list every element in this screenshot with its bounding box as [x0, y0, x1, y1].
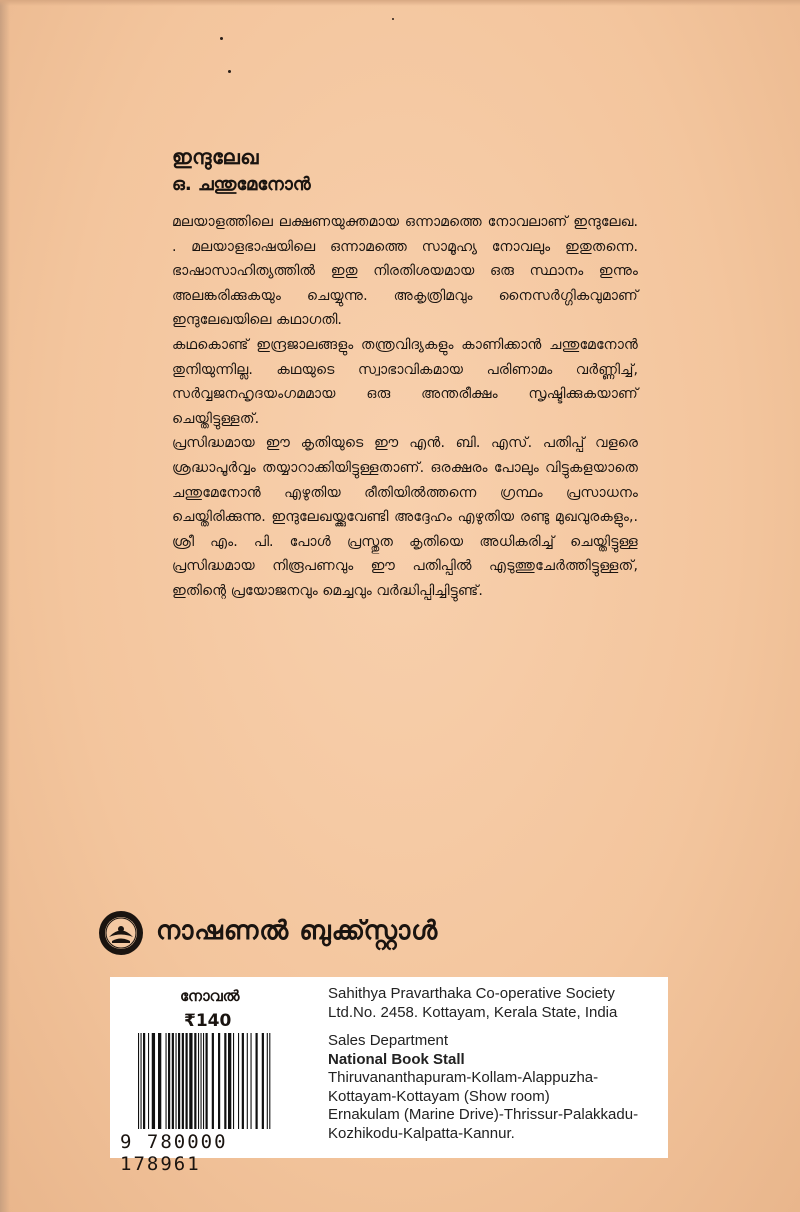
- barcode-bar: [206, 1033, 208, 1129]
- book-author: ഒ. ചന്തുമേനോൻ: [172, 174, 311, 195]
- address-line: Ltd.No. 2458. Kottayam, Kerala State, India: [328, 1003, 618, 1021]
- barcode-bar: [238, 1033, 239, 1129]
- barcode-bar: [228, 1033, 231, 1129]
- blurb-paragraph: മലയാളത്തിലെ ലക്ഷണയുക്തമായ ഒന്നാമത്തെ നോവലാണ് ഇന്ദുലേഖ. . മലയാളഭാഷയിലെ ഒന്നാമത്തെ സാമൂഹ്യ നോവലും ഇതുതന്നെ. ഭാഷാസാഹിത്യത്തിൽ ഇതു നിരതിശയമായ ഒരു സ്ഥാനം ഇന്നും അലങ്കരിക്കുകയും ചെയ്യുന്നു. അകൃത്രിമവും നൈസർഗ്ഗികവുമാണ് ഇന്ദുലേഖയിലെ കഥാഗതി.: [172, 214, 638, 329]
- dept-line-strong: National Book Stall: [328, 1050, 465, 1068]
- barcode-bar: [212, 1033, 214, 1129]
- isbn-number: 9 780000 178961: [120, 1131, 228, 1175]
- blurb-paragraph: കഥകൊണ്ട് ഇന്ദ്രജാലങ്ങളും തന്ത്രവിദ്യകളും കാണിക്കാൻ ചന്തുമേനോൻ തുനിയുന്നില്ല. കഥയുടെ സ്വാഭാവികമായ പരിണാമം വർണ്ണിച്ച്, സർവ്വജനഹൃദയംഗമമായ ഒരു അന്തരീക്ഷം സൃഷ്ടിക്കുകയാണ് ചെയ്തിട്ടുള്ളത്.: [172, 336, 638, 427]
- barcode-bar: [158, 1033, 161, 1129]
- genre-label: നോവൽ: [180, 987, 240, 1005]
- barcode-bar: [251, 1033, 252, 1129]
- barcode-bar: [172, 1033, 174, 1129]
- barcode-bar: [148, 1033, 149, 1129]
- barcode-bar: [178, 1033, 180, 1129]
- dept-line: Thiruvananthapuram-Kollam-Alappuzha-: [328, 1069, 599, 1086]
- address-spacer: [328, 1022, 664, 1032]
- blurb: [172, 210, 638, 604]
- price-barcode-panel: [110, 977, 316, 1175]
- barcode-bar: [182, 1033, 184, 1129]
- publisher-seal-icon: [98, 910, 144, 956]
- barcode-bar: [168, 1033, 170, 1129]
- cover-top-edge: [0, 0, 800, 6]
- barcode-bar: [186, 1033, 188, 1129]
- dept-line: Sales Department: [328, 1032, 449, 1049]
- barcode-bar: [141, 1033, 142, 1129]
- barcode-bar: [256, 1033, 258, 1129]
- dept-line: Kozhikodu-Kalpatta-Kannur.: [328, 1124, 515, 1142]
- barcode-bar: [269, 1033, 270, 1129]
- barcode-bar: [143, 1033, 145, 1129]
- book-title: ഇന്ദുലേഖ: [172, 145, 259, 169]
- publisher-address: [328, 985, 664, 1143]
- barcode-bar: [189, 1033, 192, 1129]
- print-speck: [228, 70, 231, 73]
- print-speck: [392, 18, 394, 20]
- publisher-name: നാഷണൽ ബുക്ക്സ്റ്റാൾ: [156, 916, 439, 946]
- barcode-bar: [176, 1033, 177, 1129]
- price-label: ₹140: [184, 1011, 232, 1031]
- barcode-bar: [224, 1033, 226, 1129]
- publisher-block: [98, 910, 618, 962]
- barcode-bar: [267, 1033, 268, 1129]
- barcode-bar: [152, 1033, 155, 1129]
- barcode-bar: [201, 1033, 202, 1129]
- barcode-bar: [198, 1033, 199, 1129]
- barcode-bar: [203, 1033, 204, 1129]
- cover-left-edge: [0, 0, 10, 1212]
- barcode-bar: [242, 1033, 244, 1129]
- barcode-bar: [138, 1033, 139, 1129]
- info-box: [110, 977, 668, 1175]
- barcode-bar: [262, 1033, 264, 1129]
- dept-line: Kottayam-Kottayam (Show room): [328, 1087, 550, 1105]
- address-line: Sahithya Pravarthaka Co-operative Society: [328, 985, 615, 1002]
- barcode-bar: [247, 1033, 248, 1129]
- dept-line: Ernakulam (Marine Drive)-Thrissur-Palakkadu-: [328, 1106, 639, 1123]
- barcode-bar: [218, 1033, 220, 1129]
- print-speck: [220, 37, 223, 40]
- barcode-bar: [166, 1033, 167, 1129]
- blurb-paragraph: പ്രസിദ്ധമായ ഈ കൃതിയുടെ ഈ എൻ. ബി. എസ്. പതിപ്പ് വളരെ ശ്രദ്ധാപൂർവ്വം തയ്യാറാക്കിയിട്ടുള്ളതാണ്. ഒരക്ഷരം പോലും വിട്ടുകളയാതെ ചന്തുമേനോൻ എഴുതിയ രീതിയിൽത്തന്നെ ഗ്രന്ഥം പ്രസാധനം ചെയ്തിരിക്കുന്നു. ഇന്ദുലേഖയ്ക്കുവേണ്ടി അദ്ദേഹം എഴുതിയ രണ്ടു മുഖവുരകളും,. ശ്രീ എം. പി. പോൾ പ്രസ്തുത കൃതിയെ അധികരിച്ച് ചെയ്തിട്ടുള്ള പ്രസിദ്ധമായ നിരൂപണവും ഈ പതിപ്പിൽ എടുത്തുചേർത്തിട്ടുള്ളത്, ഇതിന്റെ പ്രയോജനവും മെച്ചവും വർദ്ധിപ്പിച്ചിട്ടുണ്ട്.: [172, 435, 638, 599]
- barcode-bar: [233, 1033, 234, 1129]
- barcode-bar: [194, 1033, 196, 1129]
- barcode: [136, 1033, 314, 1129]
